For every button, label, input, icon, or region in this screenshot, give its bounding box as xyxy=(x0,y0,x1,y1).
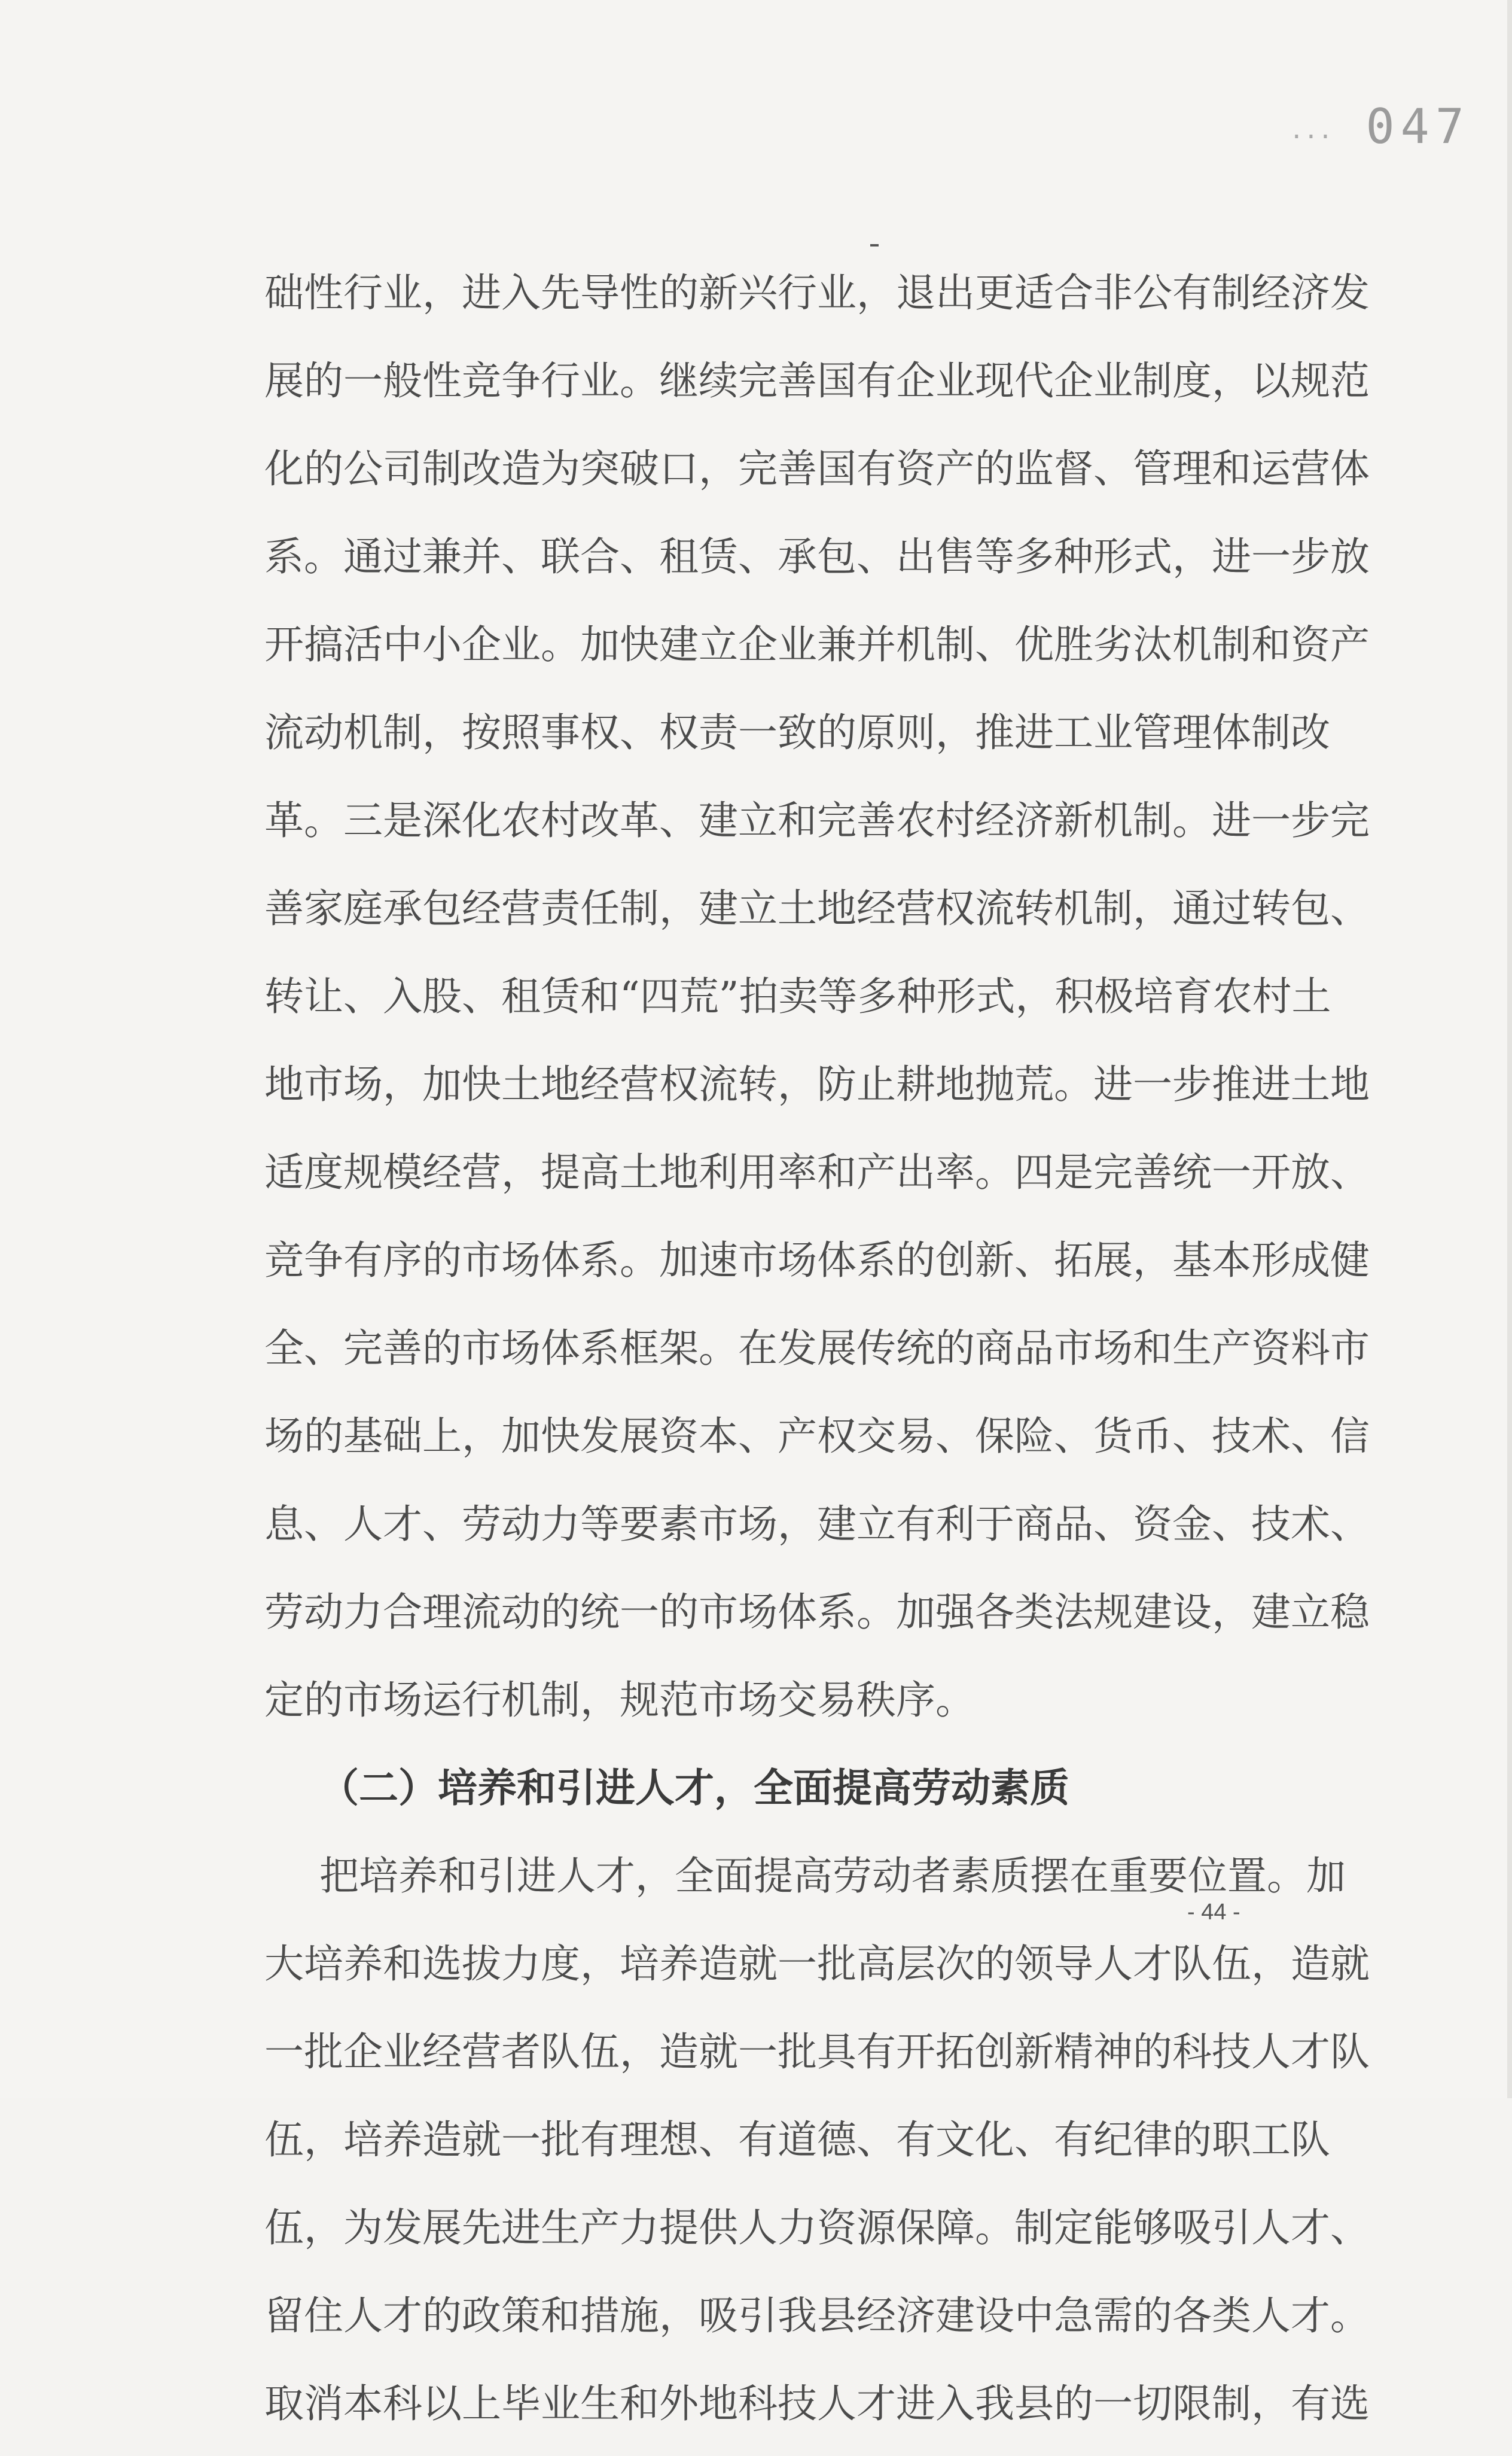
text-line: 开搞活中小企业。加快建立企业兼并机制、优胜劣汰机制和资产 xyxy=(264,622,1370,668)
text-line: 把培养和引进人才，全面提高劳动者素质摆在重要位置。加 xyxy=(319,1853,1346,1899)
text-line: 定的市场运行机制，规范市场交易秩序。 xyxy=(264,1677,975,1723)
archive-folio-number: 047 xyxy=(1365,99,1470,154)
body-text xyxy=(264,257,1370,2456)
section-heading: （二）培养和引进人才，全面提高劳动素质 xyxy=(319,1765,1069,1811)
paragraph-continued xyxy=(264,257,1370,1752)
page-number: - 44 - xyxy=(1187,1900,1240,1925)
text-line: 竞争有序的市场体系。加速市场体系的创新、拓展，基本形成健 xyxy=(264,1237,1370,1283)
text-line: 转让、入股、租赁和“四荒”拍卖等多种形式，积极培育农村土 xyxy=(264,973,1331,1019)
text-line: 一批企业经营者队伍，造就一批具有开拓创新精神的科技人才队 xyxy=(264,2029,1370,2075)
text-line: 系。通过兼并、联合、租赁、承包、出售等多种形式，进一步放 xyxy=(264,534,1370,580)
text-line: 劳动力合理流动的统一的市场体系。加强各类法规建设，建立稳 xyxy=(264,1589,1370,1635)
page-edge xyxy=(1507,0,1512,2098)
paragraph xyxy=(264,1840,1370,2456)
text-line: 流动机制，按照事权、权责一致的原则，推进工业管理体制改 xyxy=(264,710,1330,756)
text-line: 场的基础上，加快发展资本、产权交易、保险、货币、技术、信 xyxy=(264,1413,1370,1459)
text-line: 息、人才、劳动力等要素市场，建立有利于商品、资金、技术、 xyxy=(264,1501,1370,1547)
text-line: 伍，培养造就一批有理想、有道德、有文化、有纪律的职工队 xyxy=(264,2117,1330,2163)
text-line: 留住人才的政策和措施，吸引我县经济建设中急需的各类人才。 xyxy=(264,2293,1370,2339)
text-line: 展的一般性竞争行业。继续完善国有企业现代企业制度，以规范 xyxy=(264,358,1370,404)
text-line: 地市场，加快土地经营权流转，防止耕地抛荒。进一步推进土地 xyxy=(264,1061,1370,1107)
text-line: 化的公司制改造为突破口，完善国有资产的监督、管理和运营体 xyxy=(264,446,1370,492)
text-line: 适度规模经营，提高土地利用率和产出率。四是完善统一开放、 xyxy=(264,1149,1370,1195)
folio-dots: ... xyxy=(1289,117,1333,144)
text-line: 革。三是深化农村改革、建立和完善农村经济新机制。进一步完 xyxy=(264,798,1370,844)
text-line: 取消本科以上毕业生和外地科技人才进入我县的一切限制，有选 xyxy=(264,2381,1370,2427)
text-line: 伍，为发展先进生产力提供人力资源保障。制定能够吸引人才、 xyxy=(264,2205,1370,2251)
text-line: 善家庭承包经营责任制，建立土地经营权流转机制，通过转包、 xyxy=(264,885,1370,932)
text-line: 全、完善的市场体系框架。在发展传统的商品市场和生产资料市 xyxy=(264,1325,1370,1371)
text-line: 大培养和选拔力度，培养造就一批高层次的领导人才队伍，造就 xyxy=(264,1941,1370,1987)
text-line: 础性行业，进入先导性的新兴行业，退出更适合非公有制经济发 xyxy=(264,270,1370,316)
scan-mark xyxy=(870,244,879,246)
